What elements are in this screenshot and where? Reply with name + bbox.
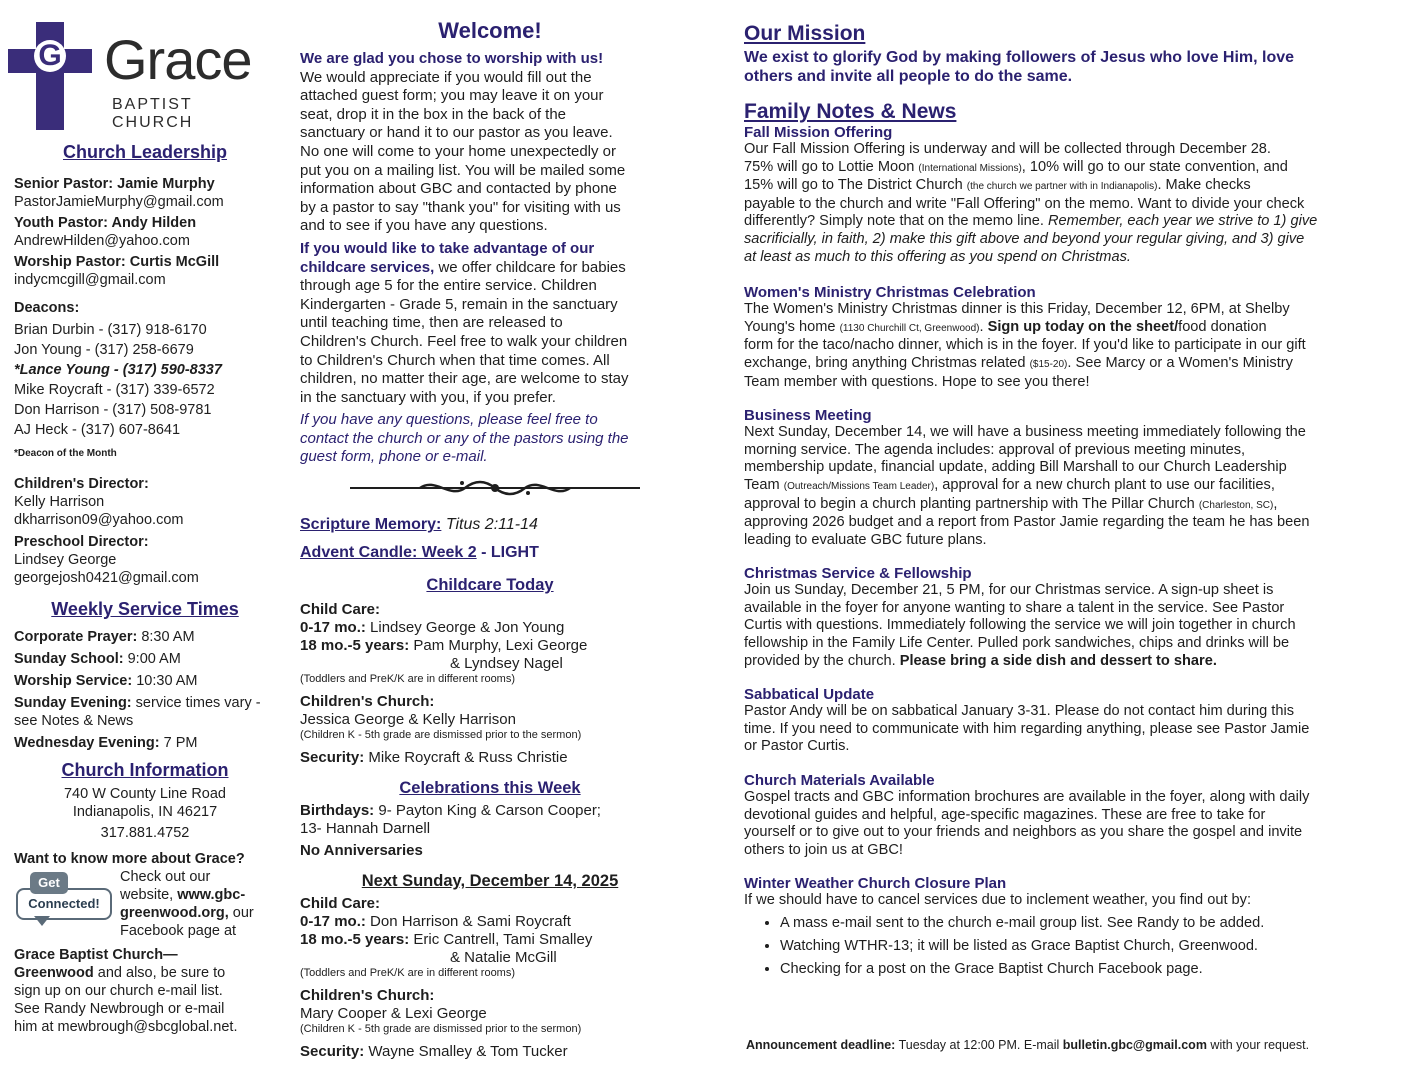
- service-times-list: [14, 626, 276, 754]
- questions-line: guest form, phone or e-mail.: [300, 448, 488, 466]
- fall-offering-body: Our Fall Mission Offering is underway and will be collected through December 28. 75% will go to Lottie Moon (International Missions), 10% will go to our state convention, and 15% will go to The District Church (the church we partner with in Indianapolis). Make checks payable to the church and write "Fall Offering" on the memo. Want to divide your check differently? Simply note that on the memo line. Remember, each year we strive to 1) give sacrificially, in faith, 2) make this gift above and beyond your regular giving, and 3) give at least as much to this offering as you spend on Christmas.: [744, 141, 1318, 265]
- mission-line: We exist to glorify God by making followers of Jesus who love Him, love: [744, 49, 1295, 66]
- facebook-text: Grace Baptist Church— Greenwood and also, be sure to sign up on our church e-mail list. See Randy Newbrough or e-mail him at mewbrough@sbcglobal.net.: [14, 946, 276, 1036]
- preschool-director-name: Lindsey George: [14, 552, 117, 568]
- child-care-label: Child Care:: [300, 601, 381, 619]
- business-meeting-title: Business Meeting: [744, 407, 872, 425]
- youth-pastor-email[interactable]: AndrewHilden@yahoo.com: [14, 233, 190, 249]
- welcome-line: information about GBC and contacted by phone: [300, 180, 617, 198]
- website-link[interactable]: greenwood.org,: [120, 905, 229, 921]
- anniversaries: No Anniversaries: [300, 842, 423, 860]
- welcome-line: attached guest form; you may leave it on your: [300, 87, 604, 105]
- service-time-item: Wednesday Evening: 7 PM: [14, 735, 198, 751]
- childcare-today: [300, 601, 680, 767]
- infants-row: 0-17 mo.: Lindsey George & Jon Young: [300, 619, 565, 637]
- womens-ministry-body: The Women's Ministry Christmas dinner is this Friday, December 12, 6PM, at Shelby Young's home (1130 Churchill Ct, Greenwood). Sign up today on the sheet/food donation form for the taco/nacho dinner, which is in the foyer. If you'd like to participate in our gift exchange, bring anything Christmas related ($15-20). See Marcy or a Women's Ministry Team member with questions. Hope to see you there!: [744, 301, 1306, 390]
- facebook-page[interactable]: Grace Baptist Church—: [14, 947, 178, 963]
- bulletin-email[interactable]: bulletin.gbc@gmail.com: [1062, 1038, 1207, 1052]
- middle-column: [300, 0, 680, 1061]
- childrens-church-names: Mary Cooper & Lexi George: [300, 1005, 487, 1023]
- next-sunday-heading: Next Sunday, December 14, 2025: [361, 872, 619, 891]
- address-line: 740 W County Line Road: [63, 786, 226, 802]
- childcare-text: [300, 240, 680, 407]
- childcare-line: to Children's Church when that time comes. All: [300, 351, 610, 369]
- fall-offering-title: Fall Mission Offering: [744, 124, 893, 141]
- toddlers-row: 18 mo.-5 years: Eric Cantrell, Tami Smalley: [300, 931, 593, 949]
- childrens-church-names: Jessica George & Kelly Harrison: [300, 711, 516, 729]
- questions-line: contact the church or any of the pastors using the: [300, 429, 629, 447]
- leadership-heading: Church Leadership: [62, 142, 228, 162]
- church-phone: 317.881.4752: [100, 825, 190, 841]
- rooms-note: (Toddlers and PreK/K are in different rooms): [300, 967, 516, 980]
- childcare-line: Kindergarten - Grade 5, remain in the sanctuary: [300, 295, 618, 313]
- welcome-line: No one will come to your home unexpectedly or: [300, 142, 616, 160]
- next-sunday: [300, 895, 680, 1061]
- right-column: [744, 22, 1384, 981]
- scripture-memory: Scripture Memory: Titus 2:11-14: [300, 516, 538, 534]
- womens-ministry-title: Women's Ministry Christmas Celebration: [744, 284, 1036, 302]
- deacons-label: Deacons:: [14, 300, 80, 316]
- welcome-line: We would appreciate if you would fill out the: [300, 68, 592, 86]
- announcement-footer: Announcement deadline: Tuesday at 12:00 PM. E-mail bulletin.gbc@gmail.com with your request.: [746, 1038, 1310, 1052]
- welcome-title: Welcome!: [438, 18, 542, 43]
- toddlers-row-cont: & Natalie McGill: [450, 949, 557, 967]
- childcare-line: until teaching time, then are released to: [300, 314, 563, 332]
- deacon-item: Jon Young - (317) 258-6679: [14, 342, 194, 358]
- christmas-service-title: Christmas Service & Fellowship: [744, 565, 972, 583]
- welcome-text: [300, 50, 680, 236]
- advent-candle: Advent Candle: Week 2 - LIGHT: [300, 544, 539, 562]
- service-time-item: Sunday Evening: service times vary - see Notes & News: [14, 695, 261, 729]
- welcome-line: sanctuary or hand it to our pastor as you leave.: [300, 124, 613, 142]
- childrens-director-name: Kelly Harrison: [14, 494, 105, 510]
- infants-row: 0-17 mo.: Don Harrison & Sami Roycraft: [300, 913, 571, 931]
- birthdays-row-cont: 13- Hannah Darnell: [300, 820, 431, 838]
- questions-line: If you have any questions, please feel free to: [300, 411, 598, 429]
- closure-item: • A mass e-mail sent to the church e-mail group list. See Randy to be added.: [780, 912, 1384, 935]
- sabbatical-body: Pastor Andy will be on sabbatical January 3-31. Please do not contact him during this time. If you need to communicate with him regarding anything, please see Pastor Jamie or Pastor Curtis.: [744, 703, 1310, 755]
- preschool-director-label: Preschool Director:: [14, 534, 149, 550]
- closure-list: [764, 912, 1384, 981]
- senior-pastor-email[interactable]: PastorJamieMurphy@gmail.com: [14, 194, 224, 210]
- left-column: [14, 142, 276, 1036]
- childrens-church-label: Children's Church:: [300, 987, 435, 1005]
- deacon-item: Brian Durbin - (317) 918-6170: [14, 322, 207, 338]
- rooms-note: (Toddlers and PreK/K are in different rooms): [300, 673, 516, 686]
- winter-weather-title: Winter Weather Church Closure Plan: [744, 875, 1007, 893]
- mission-line: others and invite all people to do the same.: [744, 68, 1073, 85]
- news-heading: Family Notes & News: [744, 100, 957, 123]
- materials-body: Gospel tracts and GBC information brochures are available in the foyer, along with daily devotional guides and helpful, age-specific magazines. These are free to take for yourself or to give out to your friends and neighbors as you share the gospel and invite others to join us at GBC!: [744, 789, 1310, 858]
- toddlers-row: 18 mo.-5 years: Pam Murphy, Lexi George: [300, 637, 588, 655]
- materials-title: Church Materials Available: [744, 772, 935, 790]
- get-connected-icon: Connected! Get: [16, 872, 112, 934]
- closure-item: • Watching WTHR-13; it will be listed as Grace Baptist Church, Greenwood.: [780, 935, 1384, 958]
- welcome-line: and to see if you have any questions.: [300, 217, 548, 235]
- ornamental-divider-icon: [350, 477, 640, 499]
- church-address: [14, 785, 276, 842]
- worship-pastor: Worship Pastor: Curtis McGill: [14, 254, 220, 270]
- more-question: Want to know more about Grace?: [14, 851, 245, 867]
- child-care-label: Child Care:: [300, 895, 381, 913]
- service-time-item: Corporate Prayer: 8:30 AM: [14, 629, 195, 645]
- deacon-item: Mike Roycraft - (317) 339-6572: [14, 382, 215, 398]
- mission-heading: Our Mission: [744, 22, 866, 45]
- childcare-today-heading: Childcare Today: [426, 576, 554, 595]
- questions-text: [300, 411, 680, 467]
- deacon-item: Don Harrison - (317) 508-9781: [14, 402, 212, 418]
- toddlers-row-cont: & Lyndsey Nagel: [450, 655, 563, 673]
- address-line: Indianapolis, IN 46217: [72, 804, 218, 820]
- childrens-church-note: (Children K - 5th grade are dismissed prior to the sermon): [300, 1023, 582, 1036]
- birthdays-row: Birthdays: 9- Payton King & Carson Cooper;: [300, 802, 601, 820]
- childcare-line: childcare services, we offer childcare for babies: [300, 258, 626, 276]
- church-info-heading: Church Information: [61, 760, 229, 780]
- welcome-line: We are glad you chose to worship with us!: [300, 50, 604, 67]
- senior-pastor: Senior Pastor: Jamie Murphy: [14, 176, 215, 192]
- directors: [14, 475, 276, 587]
- closure-item: • Checking for a post on the Grace Baptist Church Facebook page.: [780, 958, 1384, 981]
- christmas-service-body: Join us Sunday, December 21, 5 PM, for our Christmas service. A sign-up sheet is available in the foyer for anyone wanting to share a talent in the service. See Pastor Curtis with questions. Immediately following the service we will join together in church fellowship in the Family Life Center. Pulled pork sandwiches, chips and drinks will be provided by the church. Please bring a side dish and dessert to share.: [744, 582, 1296, 669]
- preschool-director-email[interactable]: georgejosh0421@gmail.com: [14, 570, 199, 586]
- childcare-line: If you would like to take advantage of our: [300, 239, 595, 257]
- logo-wordmark: Grace: [104, 28, 252, 91]
- logo-subtitle: BAPTIST CHURCH: [112, 96, 194, 131]
- security-row: Security: Wayne Smalley & Tom Tucker: [300, 1043, 568, 1061]
- childrens-director-label: Children's Director:: [14, 476, 149, 492]
- childcare-line: children, no matter their age, are welcome to stay: [300, 370, 629, 388]
- deacon-list: [14, 299, 276, 463]
- church-logo: [8, 22, 270, 134]
- childcare-line: through age 5 for the entire service. Children: [300, 277, 597, 295]
- celebrations: [300, 802, 680, 860]
- winter-weather-body: If we should have to cancel services due to inclement weather, you find out by: • A mass e-mail sent to the church e-mail group list. See Randy to be added. • Watching WTHR-13; it will be listed as Grace Baptist Church, Greenwood. • Checking for a post on the Grace Baptist Church Facebook page.: [744, 892, 1384, 981]
- cross-logo-icon: G: [8, 22, 92, 132]
- celebrations-heading: Celebrations this Week: [399, 779, 581, 798]
- worship-pastor-email[interactable]: indycmcgill@gmail.com: [14, 272, 166, 288]
- welcome-line: by a pastor to say "thank you" for visiting with us: [300, 198, 621, 216]
- pastor-list: [14, 175, 276, 289]
- website-link[interactable]: www.gbc-: [177, 887, 246, 903]
- childcare-line: Children's Church. Feel free to walk your children: [300, 332, 628, 350]
- service-times-heading: Weekly Service Times: [51, 599, 239, 619]
- security-row: Security: Mike Roycraft & Russ Christie: [300, 749, 568, 767]
- deacon-item: AJ Heck - (317) 607-8641: [14, 422, 181, 438]
- youth-pastor: Youth Pastor: Andy Hilden: [14, 215, 197, 231]
- get-connected-text: Check out our website, www.gbc- greenwood.org, our Facebook page at: [120, 869, 254, 939]
- childrens-church-note: (Children K - 5th grade are dismissed prior to the sermon): [300, 729, 582, 742]
- welcome-line: seat, drop it in the box in the back of the: [300, 105, 567, 123]
- childrens-church-label: Children's Church:: [300, 693, 435, 711]
- business-meeting-body: Next Sunday, December 14, we will have a business meeting immediately following the morning service. The agenda includes: approval of previous meeting minutes, membership update, financial update, adding Bill Marshall to our Church Leadership Team (Outreach/Missions Team Leader), approval for a new church plant to use our facilities, approval to begin a church planting partnership with The Pillar Church (Charleston, SC), approving 2026 budget and a report from Pastor Jamie regarding the team he has been leading to evaluate GBC future plans.: [744, 424, 1310, 548]
- sabbatical-title: Sabbatical Update: [744, 686, 875, 704]
- childcare-line: in the sanctuary with you, if you prefer.: [300, 388, 556, 406]
- deacon-note: *Deacon of the Month: [14, 448, 117, 459]
- get-connected-row: [14, 868, 276, 946]
- welcome-line: put you on a mailing list. You will be mailed some: [300, 161, 626, 179]
- service-time-item: Sunday School: 9:00 AM: [14, 651, 181, 667]
- childrens-director-email[interactable]: dkharrison09@yahoo.com: [14, 512, 184, 528]
- service-time-item: Worship Service: 10:30 AM: [14, 673, 198, 689]
- deacon-of-month: *Lance Young - (317) 590-8337: [14, 362, 222, 378]
